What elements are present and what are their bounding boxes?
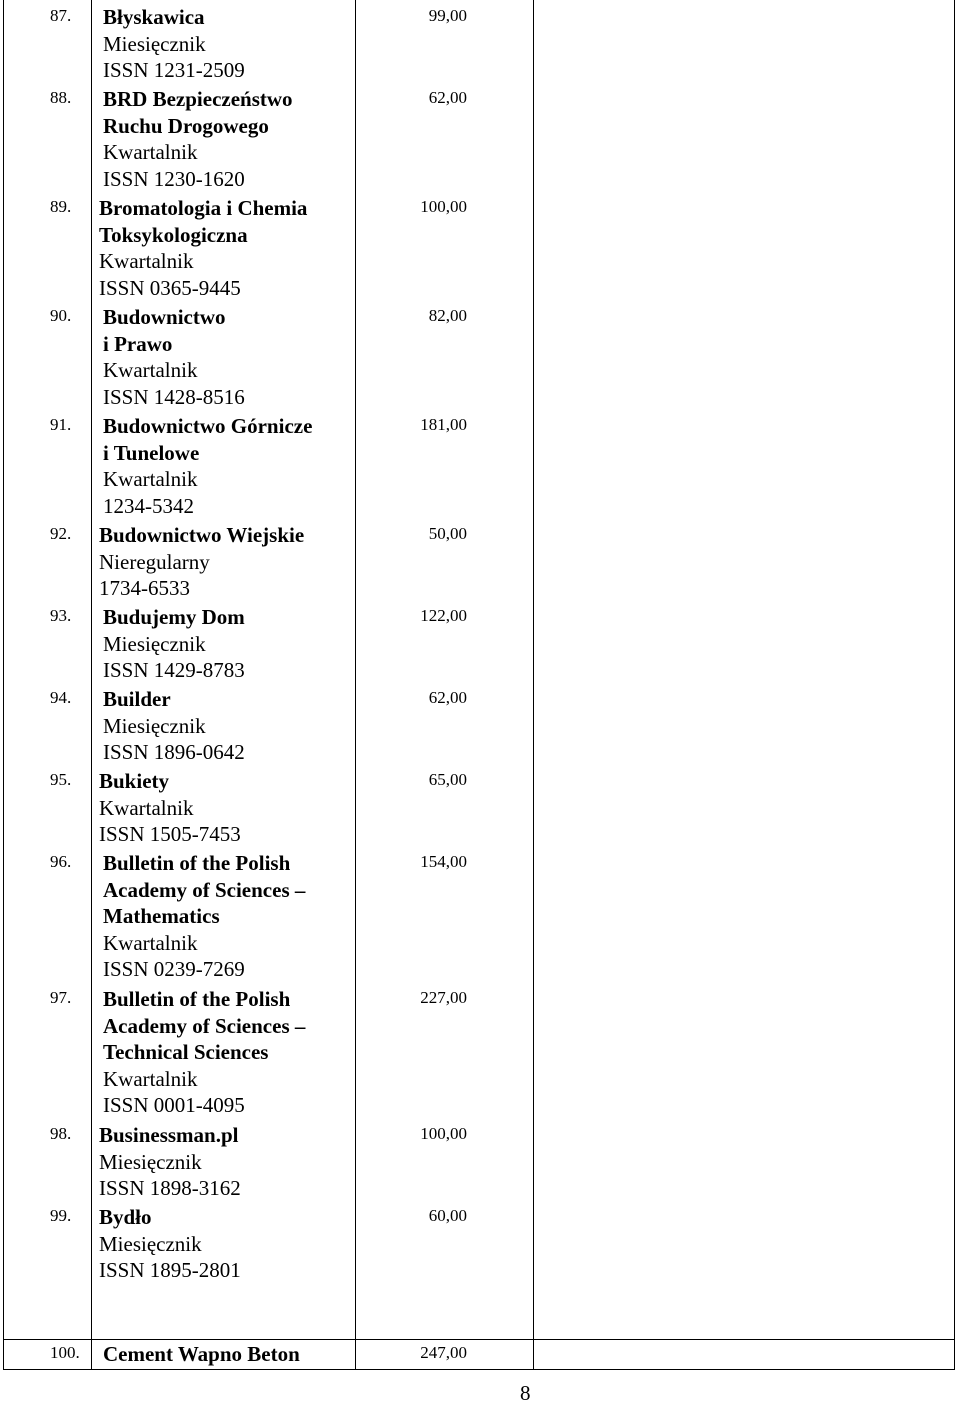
entry-number: 95. <box>50 770 72 789</box>
journal-frequency: Kwartalnik <box>103 140 198 164</box>
entry-number: 93. <box>50 606 72 625</box>
entry-number: 97. <box>50 988 72 1007</box>
journal-issn: ISSN 0239-7269 <box>103 957 245 981</box>
journal-price: 181,00 <box>420 415 467 434</box>
journal-frequency: Miesięcznik <box>99 1149 202 1174</box>
journal-price: 62,00 <box>428 688 467 707</box>
journal-title: BRD Bezpieczeństwo <box>103 87 293 111</box>
journal-title: i Prawo <box>103 331 173 356</box>
table-border-right <box>954 0 955 1370</box>
journal-frequency: Kwartalnik <box>99 249 194 273</box>
journal-price: 60,00 <box>428 1206 467 1225</box>
journal-title: Budujemy Dom <box>103 605 245 629</box>
row-separator <box>3 1339 955 1340</box>
journal-price: 99,00 <box>428 6 467 25</box>
journal-title: Academy of Sciences – <box>103 1013 306 1038</box>
entry-number: 100. <box>50 1343 80 1362</box>
journal-frequency: Kwartalnik <box>103 930 198 955</box>
journal-entry <box>103 413 312 519</box>
entry-number: 98. <box>50 1124 72 1143</box>
journal-frequency: Kwartalnik <box>103 1066 198 1091</box>
entry-number: 92. <box>50 524 72 543</box>
journal-issn: ISSN 1898-3162 <box>99 1176 241 1200</box>
journal-title: Builder <box>103 687 171 711</box>
journal-issn: 1734-6533 <box>99 576 190 600</box>
journal-entry <box>103 1341 300 1368</box>
journal-frequency: Kwartalnik <box>103 467 198 491</box>
journal-title: Budownictwo <box>103 305 226 329</box>
journal-price: 50,00 <box>428 524 467 543</box>
page-number: 8 <box>520 1381 531 1405</box>
journal-frequency: Miesięcznik <box>99 1231 202 1256</box>
journal-entry <box>103 304 245 410</box>
journal-entry <box>103 986 305 1119</box>
entry-number: 87. <box>50 6 72 25</box>
journal-title: Technical Sciences <box>103 1040 269 1064</box>
entry-number: 94. <box>50 688 72 707</box>
journal-price: 227,00 <box>420 988 467 1007</box>
journal-title: Bydło <box>99 1205 152 1229</box>
journal-title: Bulletin of the Polish <box>103 987 291 1011</box>
entry-number: 96. <box>50 852 72 871</box>
journal-price: 82,00 <box>428 306 467 325</box>
journal-frequency: Miesięcznik <box>103 713 206 738</box>
journal-title: Budownictwo Wiejskie <box>99 523 305 547</box>
journal-title: Cement Wapno Beton <box>103 1342 300 1366</box>
journal-issn: ISSN 1429-8783 <box>103 658 245 682</box>
journal-frequency: Nieregularny <box>99 549 210 574</box>
journal-title: Businessman.pl <box>99 1123 239 1147</box>
journal-price: 247,00 <box>420 1343 467 1362</box>
journal-price: 154,00 <box>420 852 467 871</box>
journal-issn: 1234-5342 <box>103 493 194 518</box>
journal-entry <box>103 850 305 983</box>
journal-price: 62,00 <box>428 88 467 107</box>
journal-title: Ruchu Drogowego <box>103 113 269 138</box>
journal-title: Budownictwo Górnicze <box>103 414 313 438</box>
journal-title: Mathematics <box>103 904 220 928</box>
journal-price: 100,00 <box>420 197 467 216</box>
journal-frequency: Kwartalnik <box>103 358 198 382</box>
journal-entry <box>99 522 304 602</box>
journal-issn: ISSN 1230-1620 <box>103 166 245 191</box>
journal-entry <box>99 1204 241 1284</box>
journal-frequency: Miesięcznik <box>103 631 206 656</box>
table-border-bottom <box>3 1369 955 1370</box>
journal-title: Bukiety <box>99 769 170 793</box>
journal-issn: ISSN 1231-2509 <box>103 58 245 82</box>
journal-entry <box>103 86 293 192</box>
entry-number: 90. <box>50 306 72 325</box>
entry-number: 99. <box>50 1206 72 1225</box>
journal-frequency: Kwartalnik <box>99 795 194 820</box>
journal-entry <box>99 1122 241 1202</box>
journal-price: 122,00 <box>420 606 467 625</box>
journal-title: Bromatologia i Chemia <box>99 196 308 220</box>
journal-frequency: Miesięcznik <box>103 31 206 56</box>
journal-issn: ISSN 0001-4095 <box>103 1093 245 1117</box>
journal-entry <box>99 768 241 848</box>
table-border-left <box>3 0 4 1370</box>
journal-issn: ISSN 1505-7453 <box>99 822 241 846</box>
journal-entry <box>103 686 245 766</box>
journal-title: Academy of Sciences – <box>103 877 306 902</box>
table-divider-number <box>91 0 92 1370</box>
journal-entry <box>103 4 245 84</box>
entry-number: 89. <box>50 197 72 216</box>
entry-number: 88. <box>50 88 72 107</box>
table-divider-empty <box>533 0 534 1370</box>
journal-entry <box>103 604 245 684</box>
journal-issn: ISSN 1896-0642 <box>103 740 245 764</box>
journal-issn: ISSN 1428-8516 <box>103 384 245 409</box>
journal-issn: ISSN 1895-2801 <box>99 1258 241 1282</box>
journal-entry <box>99 195 307 301</box>
journal-title: i Tunelowe <box>103 440 200 465</box>
journal-price: 65,00 <box>428 770 467 789</box>
journal-issn: ISSN 0365-9445 <box>99 275 241 300</box>
entry-number: 91. <box>50 415 72 434</box>
journal-title: Błyskawica <box>103 5 205 29</box>
journal-title: Toksykologiczna <box>99 222 248 247</box>
journal-title: Bulletin of the Polish <box>103 851 291 875</box>
table-divider-price <box>355 0 356 1370</box>
journal-price: 100,00 <box>420 1124 467 1143</box>
